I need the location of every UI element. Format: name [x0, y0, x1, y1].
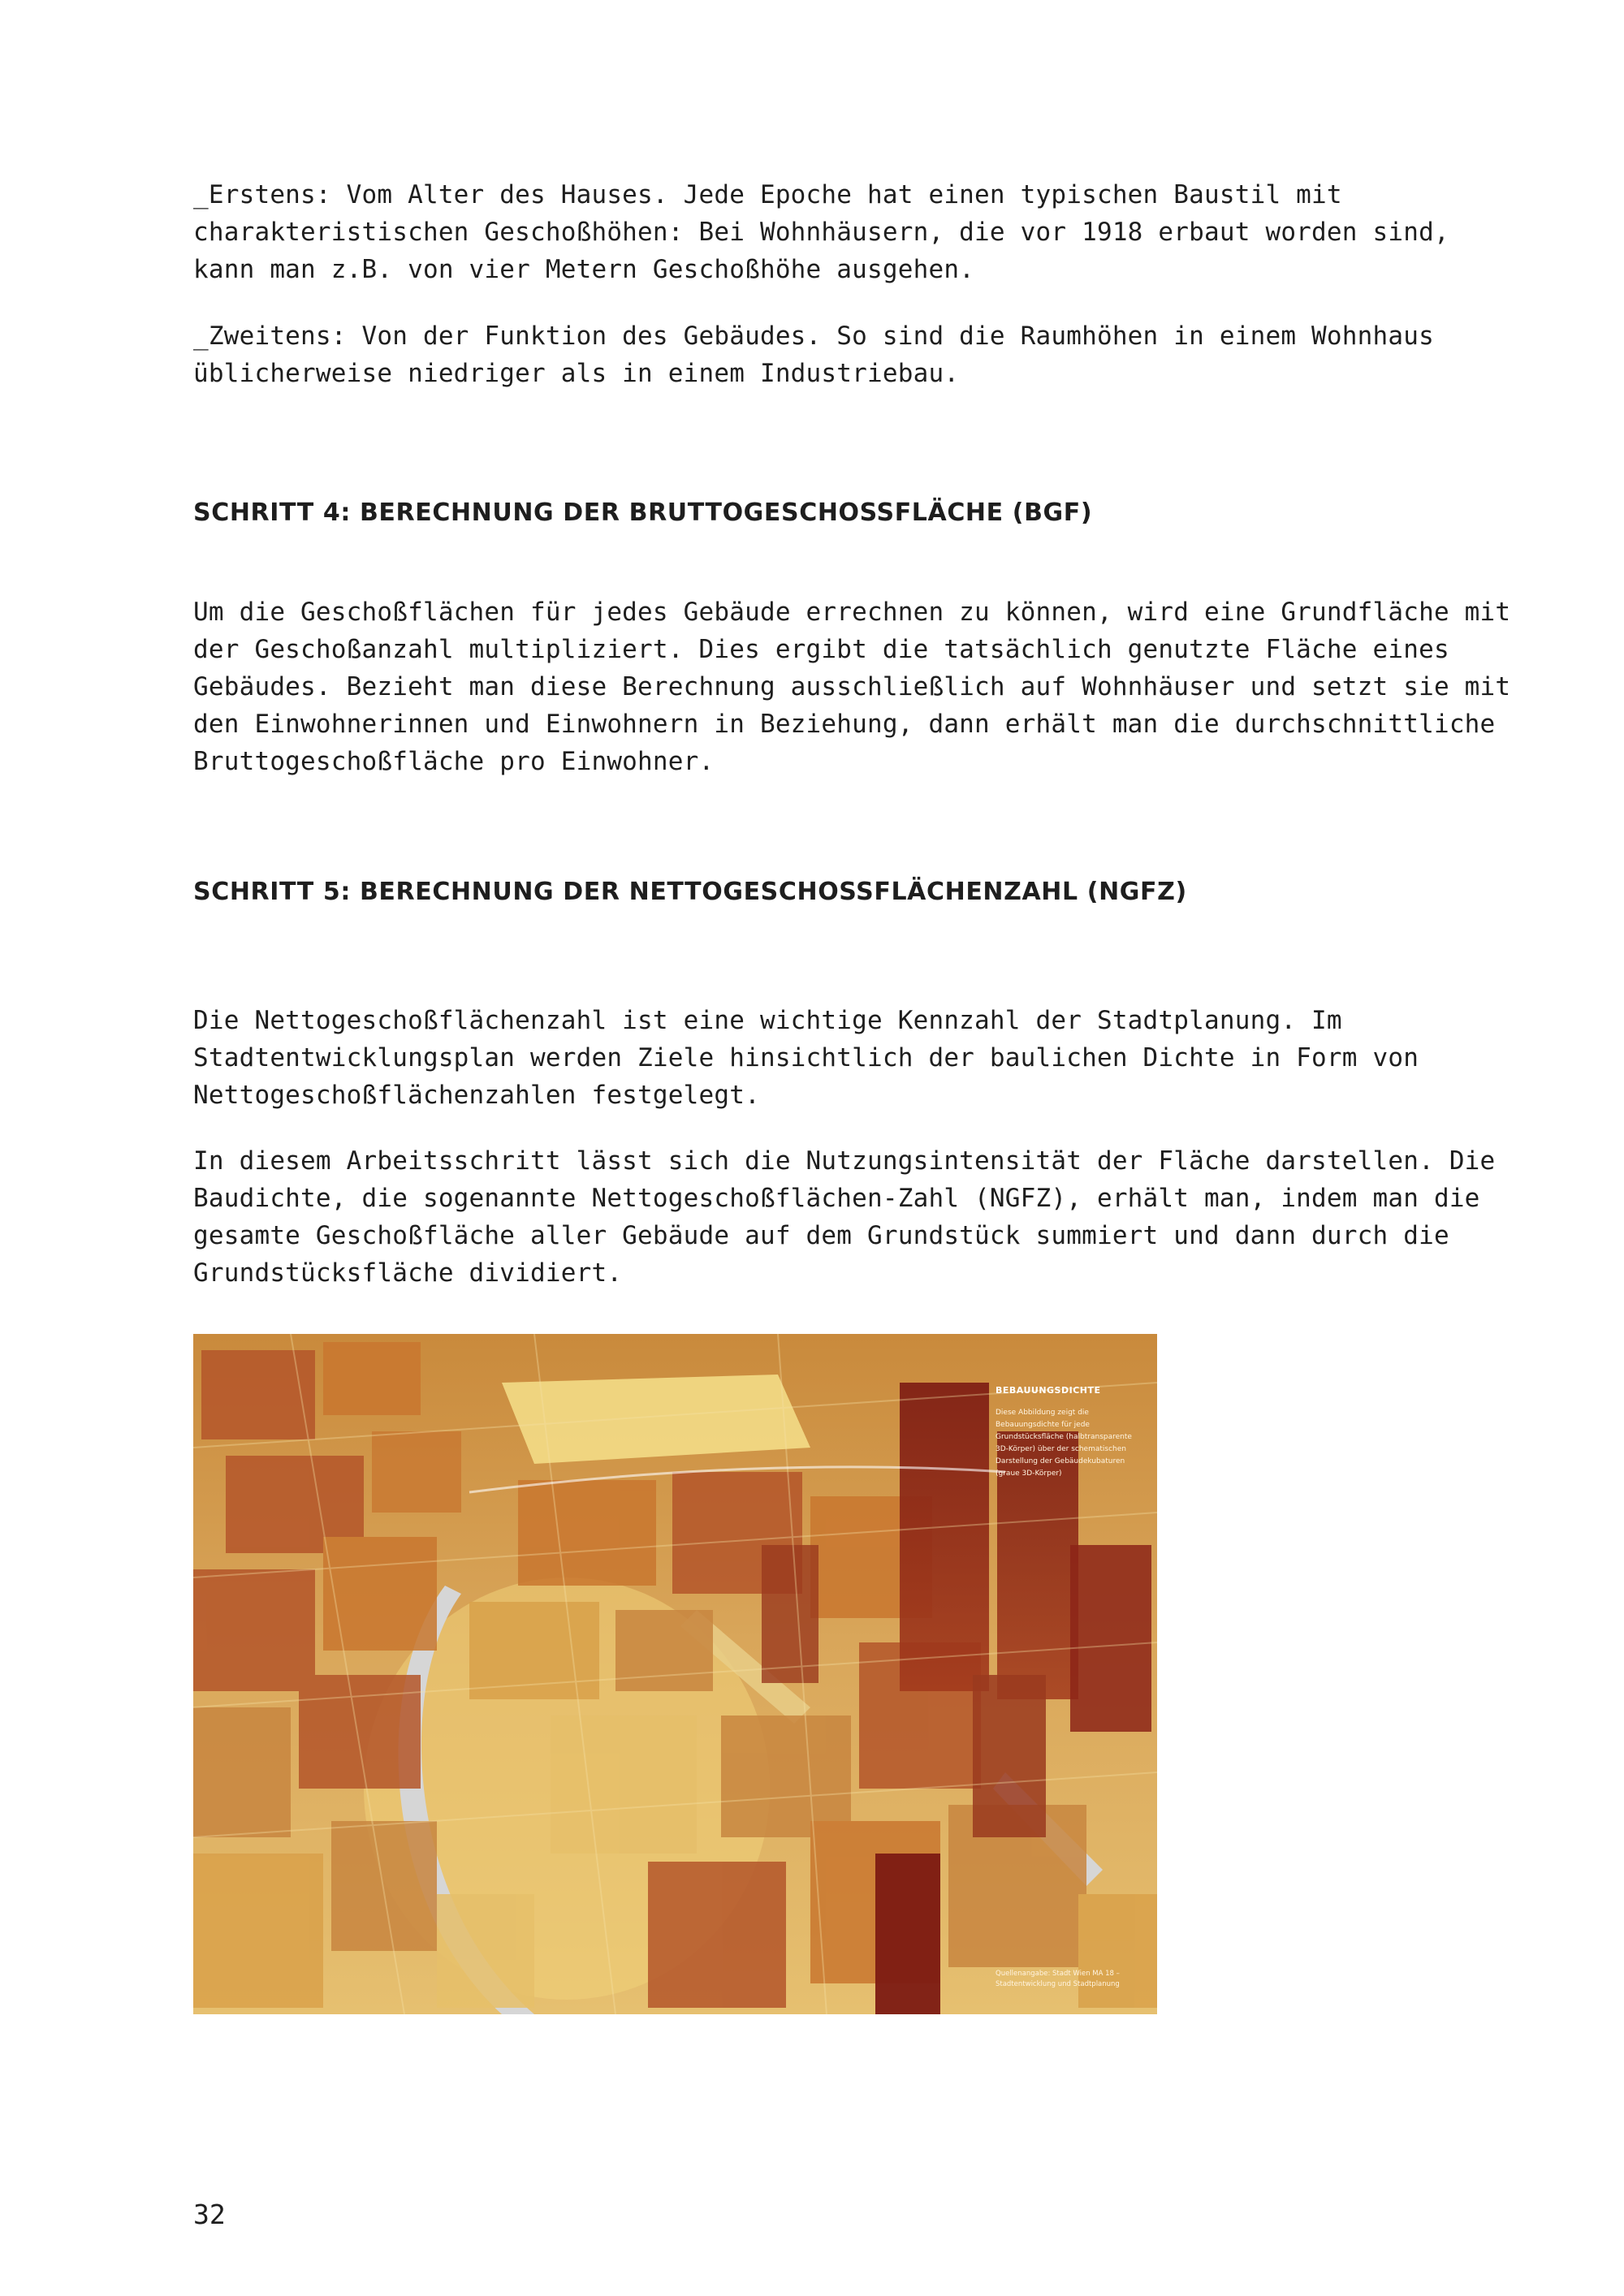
figure-legend-text: Diese Abbildung zeigt die Bebauungsdichte für jede Grundstücksfläche (halbtransparente 3D-Körper) über der schematischen Darstellung der Gebäudekubaturen (graue 3D-Körper) — [996, 1409, 1132, 1478]
paragraph-ngfz-2: In diesem Arbeitsschritt lässt sich die Nutzungsintensität der Fläche darstellen. Die Baudichte, die sogenannte Nettogeschoßflächen-Zahl (NGFZ), erhält man, indem man die gesamte Geschoßfläche aller Gebäude auf dem Grundstück summiert und dann durch die Grundstücksfläche dividiert. — [193, 1146, 1496, 1288]
paragraph-ngfz-1: Die Nettogeschoßflächenzahl ist eine wichtige Kennzahl der Stadtplanung. Im Stadtentwicklungsplan werden Ziele hinsichtlich der baulichen Dichte in Form von Nettogeschoßflächenzahlen festgelegt. — [193, 1006, 1419, 1110]
heading-step-4: SCHRITT 4: BERECHNUNG DER BRUTTOGESCHOSSFLÄCHE (BGF) — [193, 498, 1093, 527]
page-number: 32 — [193, 2199, 226, 2230]
paragraph-bgf: Um die Geschoßflächen für jedes Gebäude errechnen zu können, wird eine Grundfläche mit der Geschoßanzahl multipliziert. Dies ergibt die tatsächlich genutzte Fläche eines Gebäudes. Bezieht man diese Berechnung ausschließlich auf Wohnhäuser und setzt sie mit den Einwohnerinnen und Einwohnern in Beziehung, dann erhält man die durchschnittliche Bruttogeschoßfläche pro Einwohner. — [193, 598, 1511, 776]
figure-source-text: Quellenangabe: Stadt Wien MA 18 – Stadtentwicklung und Stadtplanung — [996, 1970, 1120, 1988]
paragraph-erstens: _Erstens: Vom Alter des Hauses. Jede Epoche hat einen typischen Baustil mit charakteristischen Geschoßhöhen: Bei Wohnhäusern, die vor 1918 erbaut worden sind, kann man z.B. von vier Metern Geschoßhöhe ausgehen. — [193, 180, 1449, 284]
paragraph-zweitens: _Zweitens: Von der Funktion des Gebäudes. So sind die Raumhöhen in einem Wohnhaus üblicherweise niedriger als in einem Industriebau. — [193, 322, 1434, 388]
figure-legend-title: BEBAUUNGSDICHTE — [996, 1385, 1101, 1396]
heading-step-5: SCHRITT 5: BERECHNUNG DER NETTOGESCHOSSFLÄCHENZAHL (NGFZ) — [193, 878, 1187, 906]
density-map-figure — [193, 1334, 1157, 2014]
